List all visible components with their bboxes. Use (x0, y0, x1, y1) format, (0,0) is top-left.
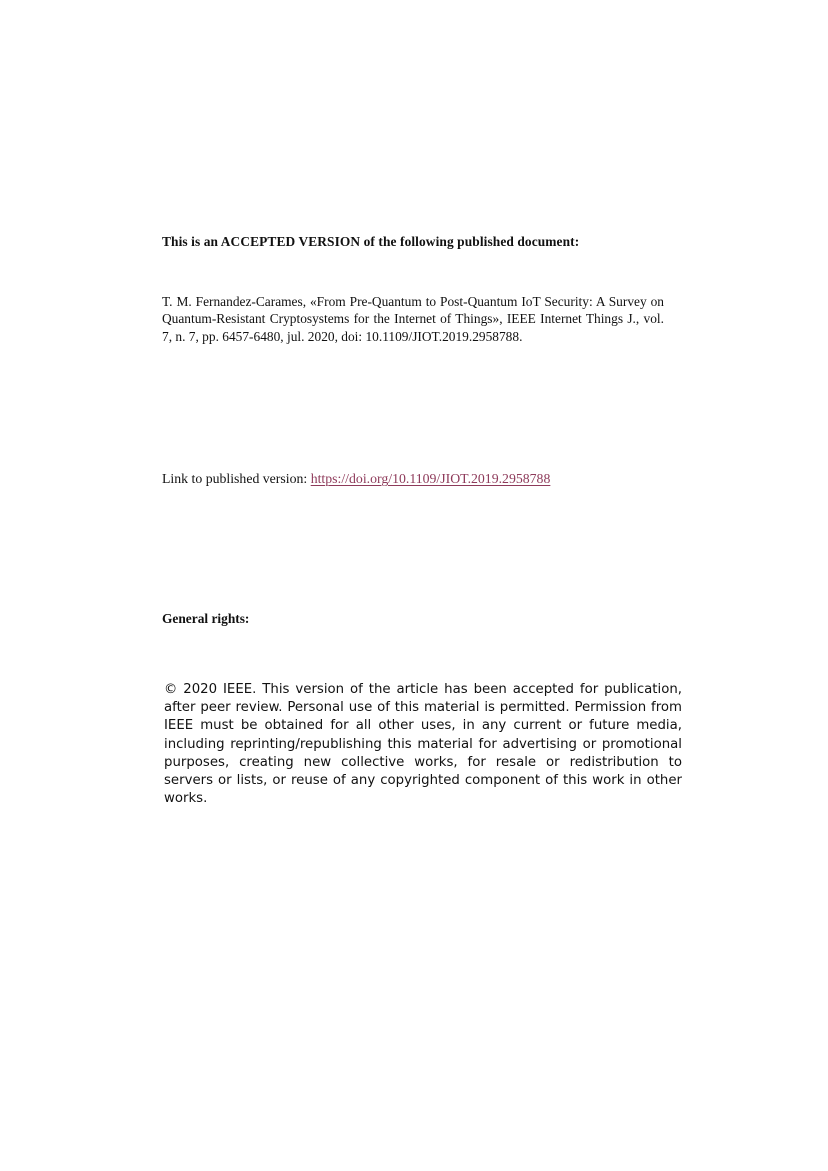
accepted-version-heading: This is an ACCEPTED VERSION of the following published document: (162, 234, 580, 249)
published-version-link-line (162, 471, 722, 487)
published-version-label: Link to published version: (162, 471, 311, 486)
copyright-notice: © 2020 IEEE. This version of the article has been accepted for publication, after peer review. Personal use of this material is permitted. Permission from IEEE must be obtained for all other uses, in any current or future media, including reprinting/republishing this material for advertising or promotional purposes, creating new collective works, for resale or redistribution to servers or lists, or reuse of any copyrighted component of this work in other works. (164, 682, 682, 807)
general-rights-heading: General rights: (162, 611, 250, 626)
published-version-link[interactable]: https://doi.org/10.1109/JIOT.2019.2958788 (310, 471, 551, 486)
citation-text: T. M. Fernandez-Carames, «From Pre-Quantum to Post-Quantum IoT Security: A Survey on Quantum-Resistant Cryptosystems for the Internet of Things», IEEE Internet Things J., vol. 7, n. 7, pp. 6457-6480, jul. 2020, doi: 10.1109/JIOT.2019.2958788. (162, 294, 664, 344)
